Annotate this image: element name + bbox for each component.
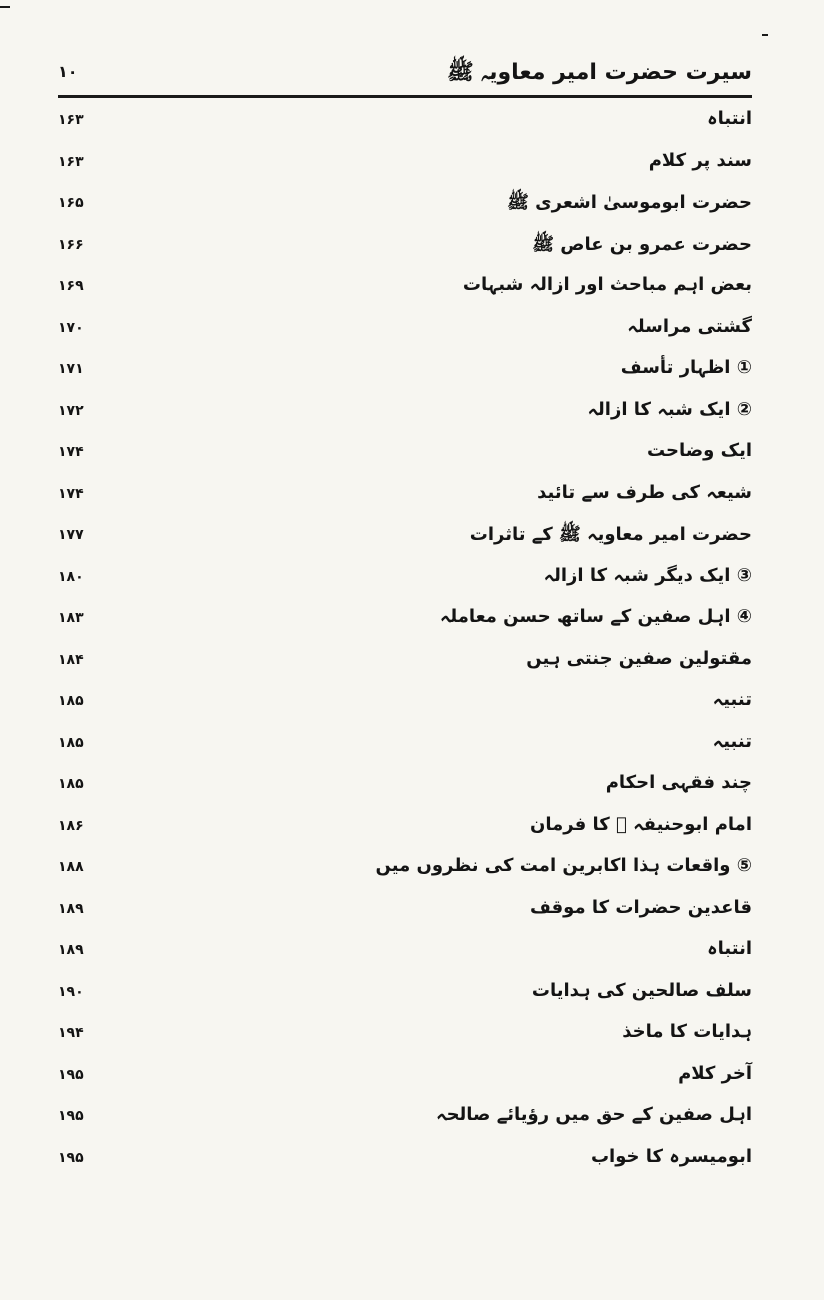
toc-entry-title: آخر کلام bbox=[678, 1062, 752, 1084]
toc-entry bbox=[58, 602, 752, 644]
toc-entry bbox=[58, 851, 752, 893]
toc-entry-page-number: ۱۸۶ bbox=[58, 817, 84, 834]
toc-entry bbox=[58, 353, 752, 395]
toc-entry bbox=[58, 1059, 752, 1101]
toc-entry-title: امام ابوحنیفہ ﷫ کا فرمان bbox=[530, 813, 752, 835]
toc-entry-page-number: ۱۹۵ bbox=[58, 1108, 84, 1124]
toc-entry bbox=[58, 312, 752, 354]
toc-entry bbox=[58, 810, 752, 852]
toc-entry-page-number: ۱۶۳ bbox=[58, 112, 84, 128]
toc-entry-page-number: ۱۸۵ bbox=[58, 693, 84, 709]
toc-entry bbox=[58, 270, 752, 312]
toc-entry-title: انتباہ bbox=[707, 938, 752, 959]
toc-entry bbox=[58, 768, 752, 810]
toc-entry-title: مقتولین صفین جنتی ہیں bbox=[526, 647, 752, 669]
toc-entry-page-number: ۱۸۸ bbox=[58, 859, 84, 875]
toc-entry bbox=[58, 519, 752, 561]
toc-entry-title: حضرت عمرو بن عاص ﷺ bbox=[532, 233, 752, 255]
toc-entry-title: ایک وضاحت bbox=[647, 440, 752, 461]
toc-entry-title: تنبیہ bbox=[712, 730, 752, 752]
toc-entry bbox=[58, 478, 752, 520]
toc-entry bbox=[58, 644, 752, 686]
header-book-title: سیرت حضرت امیر معاویہ ﷺ bbox=[447, 60, 752, 85]
toc-entry-page-number: ۱۷۰ bbox=[58, 319, 84, 336]
toc-entry-title: ابومیسرہ کا خواب bbox=[590, 1145, 752, 1167]
toc-entry-page-number: ۱۶۶ bbox=[58, 236, 84, 253]
table-of-contents bbox=[58, 104, 752, 1183]
toc-entry-page-number: ۱۷۱ bbox=[58, 361, 84, 377]
toc-entry-page-number: ۱۸۳ bbox=[58, 610, 84, 626]
toc-entry bbox=[58, 229, 752, 271]
toc-entry bbox=[58, 561, 752, 603]
toc-entry-page-number: ۱۸۵ bbox=[58, 734, 84, 751]
toc-entry-title: ④ اہل صفین کے ساتھ حسن معاملہ bbox=[439, 606, 752, 627]
toc-entry bbox=[58, 976, 752, 1018]
toc-entry-page-number: ۱۹۴ bbox=[58, 1025, 84, 1041]
toc-entry bbox=[58, 1017, 752, 1059]
toc-entry-page-number: ۱۷۲ bbox=[58, 402, 84, 419]
toc-entry bbox=[58, 146, 752, 188]
edge-mark-top-left bbox=[0, 6, 10, 8]
toc-entry bbox=[58, 685, 752, 727]
toc-entry-page-number: ۱۷۴ bbox=[58, 444, 84, 460]
header-page-number: ۱۰ bbox=[58, 62, 78, 81]
toc-entry-page-number: ۱۹۵ bbox=[58, 1149, 84, 1166]
toc-entry-title: سلف صالحین کی ہدایات bbox=[531, 979, 752, 1001]
toc-entry-page-number: ۱۸۵ bbox=[58, 776, 84, 792]
toc-entry-title: گشتی مراسلہ bbox=[627, 315, 752, 337]
toc-entry-page-number: ۱۹۰ bbox=[58, 983, 84, 1000]
toc-entry-page-number: ۱۸۹ bbox=[58, 942, 84, 958]
toc-entry bbox=[58, 104, 752, 146]
toc-entry-page-number: ۱۷۷ bbox=[58, 527, 84, 543]
edge-mark-top-right bbox=[762, 34, 768, 36]
toc-entry bbox=[58, 934, 752, 976]
toc-entry-title: حضرت امیر معاویہ ﷺ کے تاثرات bbox=[469, 524, 752, 545]
toc-entry-title: بعض اہم مباحث اور ازالہ شبہات bbox=[462, 274, 752, 295]
toc-entry bbox=[58, 436, 752, 478]
toc-entry-page-number: ۱۸۴ bbox=[58, 651, 84, 668]
toc-entry-title: ① اظہار تأسف bbox=[620, 357, 752, 378]
toc-entry-page-number: ۱۶۳ bbox=[58, 153, 84, 170]
toc-entry-title: شیعہ کی طرف سے تائید bbox=[537, 481, 752, 503]
toc-entry bbox=[58, 187, 752, 229]
toc-entry-title: چند فقہی احکام bbox=[605, 772, 752, 793]
toc-entry-title: تنبیہ bbox=[712, 689, 752, 710]
toc-entry-title: قاعدین حضرات کا موقف bbox=[529, 896, 752, 918]
running-header bbox=[58, 52, 752, 96]
toc-entry-page-number: ۱۹۵ bbox=[58, 1066, 84, 1083]
toc-entry bbox=[58, 893, 752, 935]
toc-entry-page-number: ۱۷۴ bbox=[58, 485, 84, 502]
toc-entry-title: انتباہ bbox=[707, 108, 752, 129]
toc-entry-page-number: ۱۶۹ bbox=[58, 278, 84, 294]
toc-entry-title: حضرت ابوموسیٰ اشعری ﷺ bbox=[507, 192, 752, 213]
toc-entry-title: سند پر کلام bbox=[648, 149, 752, 171]
toc-entry-title: ② ایک شبہ کا ازالہ bbox=[587, 398, 752, 420]
toc-entry-page-number: ۱۶۵ bbox=[58, 195, 84, 211]
toc-entry bbox=[58, 1100, 752, 1142]
toc-entry-title: ہدایات کا ماخذ bbox=[622, 1021, 752, 1042]
toc-entry-title: اہل صفین کے حق میں رؤیائے صالحہ bbox=[436, 1104, 752, 1125]
toc-entry-page-number: ۱۸۹ bbox=[58, 900, 84, 917]
toc-entry bbox=[58, 395, 752, 437]
toc-entry bbox=[58, 1142, 752, 1184]
toc-entry-page-number: ۱۸۰ bbox=[58, 568, 84, 585]
header-divider bbox=[58, 95, 752, 98]
toc-entry bbox=[58, 727, 752, 769]
toc-entry-title: ⑤ واقعات ہذا اکابرین امت کی نظروں میں bbox=[375, 855, 752, 876]
toc-entry-title: ③ ایک دیگر شبہ کا ازالہ bbox=[543, 564, 752, 586]
